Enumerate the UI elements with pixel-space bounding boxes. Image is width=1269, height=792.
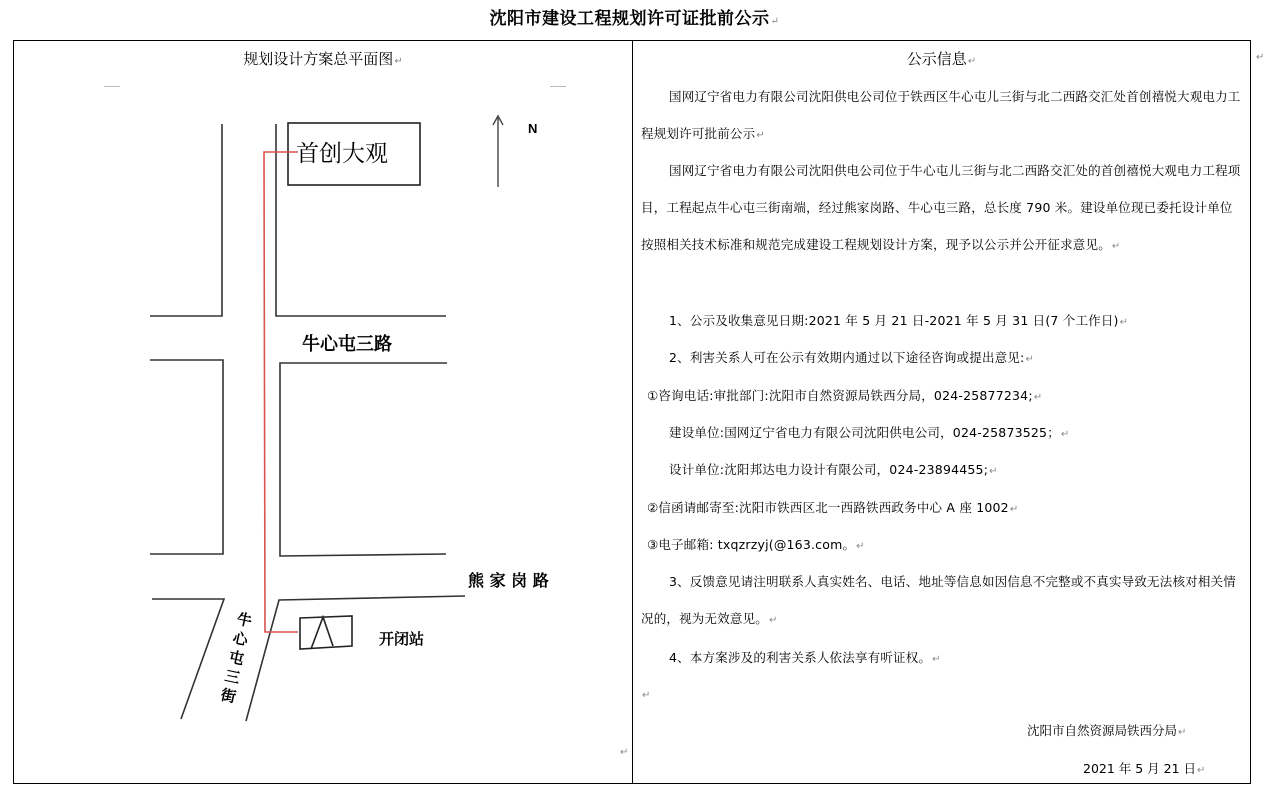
notice-item-channels (641, 339, 1241, 378)
road-char: 心 (231, 628, 250, 650)
paragraph-mark-icon: ↵ (1033, 392, 1043, 403)
paragraph-mark-icon: ↵ (1009, 504, 1019, 515)
paragraph-mark-icon: ↵ (856, 541, 865, 552)
project-name-label: 首创大观 (296, 141, 388, 167)
paragraph-mark-icon: ↵ (1025, 354, 1035, 365)
road-char: 街 (219, 685, 238, 707)
document-title-text: 沈阳市建设工程规划许可证批前公示 (489, 9, 770, 29)
road-char: 屯 (227, 647, 246, 669)
road-char: 牛 (235, 609, 254, 631)
contact-phone-builder (641, 414, 1269, 453)
paragraph-text: 国网辽宁省电力有限公司沈阳供电公司位于铁西区牛心屯儿三街与北二西路交汇处首创禧悦大观电力工程规划许可批前公示 (641, 89, 1241, 141)
paragraph-text: ③电子邮箱: txqzrzyj(@163.com。 (647, 537, 856, 552)
paragraph-mark-icon: ↵ (769, 615, 778, 626)
paragraph-mark-icon: ↵ (620, 747, 629, 758)
road-char: 三 (223, 666, 242, 688)
contact-phone-approval (647, 377, 1247, 416)
notice-info-heading-text: 公示信息 (906, 50, 967, 68)
notice-item-hearing (641, 639, 1241, 678)
empty-paragraph (641, 675, 1241, 714)
paragraph-mark-icon: ↵ (756, 130, 765, 141)
paragraph-mark-icon: ↵ (932, 654, 941, 665)
signature-date (1083, 759, 1205, 777)
paragraph-mark-icon: ↵ (770, 16, 780, 27)
block-outline (280, 363, 447, 556)
road-edge (152, 599, 224, 719)
cable-route-line (264, 152, 298, 632)
paragraph-mark-icon: ↵ (1178, 727, 1187, 738)
paragraph-text: 1、公示及收集意见日期:2021 年 5 月 21 日-2021 年 5 月 31 日(7 个工作日) (669, 313, 1119, 328)
notice-item-period (641, 302, 1241, 341)
row-end-mark-icon: ↵ (1256, 52, 1265, 63)
paragraph-text: 4、本方案涉及的利害关系人依法享有听证权。 (669, 650, 932, 665)
paragraph-mark-icon: ↵ (1197, 765, 1206, 776)
paragraph-mark-icon: ↵ (1060, 429, 1070, 440)
paragraph-text: 设计单位:沈阳邦达电力设计有限公司，024-23894455; (669, 462, 989, 477)
contact-email (647, 526, 1247, 565)
paragraph-text: 国网辽宁省电力有限公司沈阳供电公司位于牛心屯儿三街与北二西路交汇处的首创禧悦大观电力工程项目，工程起点牛心屯三街南端，经过熊家岗路、牛心屯三路，总长度 790 米。建设单位现已委托设计单位按照相关技术标准和规范完成建设工程规划设计方案，现予以公示并公开征求意见。 (641, 163, 1241, 252)
paragraph-mark-icon: ↵ (967, 56, 977, 67)
road-label-xiongjiagang-road: 熊 家 岗 路 (468, 571, 549, 590)
notice-paragraph-title (641, 78, 1241, 154)
paragraph-text: ①咨询电话:审批部门:沈阳市自然资源局铁西分局，024-25877234; (647, 388, 1033, 403)
paragraph-mark-icon: ↵ (394, 56, 403, 67)
block-outline (150, 360, 223, 554)
switching-station-outline (300, 616, 352, 649)
signature-organization (1027, 721, 1186, 739)
signature-date-text: 2021 年 5 月 21 日 (1083, 761, 1197, 776)
signature-organization-text: 沈阳市自然资源局铁西分局 (1027, 723, 1178, 738)
block-outline (150, 124, 222, 316)
site-plan-heading-text: 规划设计方案总平面图 (243, 50, 394, 68)
paragraph-mark-icon: ↵ (1119, 317, 1129, 328)
paragraph-mark-icon: ↵ (642, 690, 651, 701)
north-label: N (528, 121, 538, 136)
switching-station-symbol (311, 617, 333, 649)
contact-phone-designer (641, 451, 1269, 490)
paragraph-text: 2、利害关系人可在公示有效期内通过以下途径咨询或提出意见: (669, 350, 1025, 365)
site-plan-cell (14, 41, 632, 783)
notice-paragraph-summary (641, 152, 1241, 265)
paragraph-text: 建设单位:国网辽宁省电力有限公司沈阳供电公司，024-25873525； (669, 425, 1060, 440)
road-label-niuxintun-3rd-road: 牛心屯三路 (302, 334, 392, 355)
paragraph-mark-icon: ↵ (1111, 241, 1121, 252)
paragraph-text: ②信函请邮寄至:沈阳市铁西区北一西路铁西政务中心 A 座 1002 (647, 500, 1009, 515)
switching-station-label: 开闭站 (379, 630, 425, 648)
document-title (0, 4, 1269, 29)
paragraph-mark-icon: ↵ (989, 466, 998, 477)
road-edge (246, 596, 465, 721)
notice-info-heading (633, 48, 1250, 69)
notice-item-feedback (641, 563, 1241, 639)
notice-table (13, 40, 1251, 784)
notice-info-cell (633, 41, 1250, 783)
contact-mail-address (647, 489, 1247, 528)
paragraph-text: 3、反馈意见请注明联系人真实姓名、电话、地址等信息如因信息不完整或不真实导致无法核对相关情况的，视为无效意见。 (641, 574, 1236, 626)
